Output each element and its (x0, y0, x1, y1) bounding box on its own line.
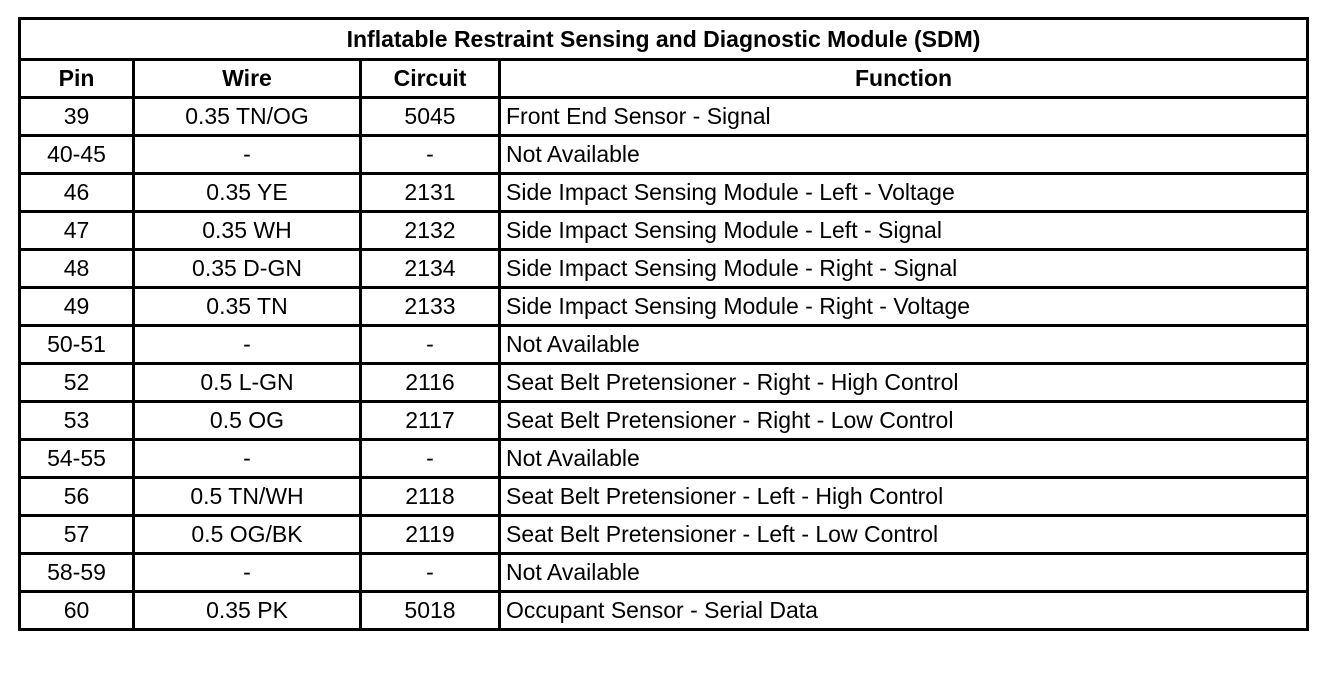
circuit-cell: - (361, 326, 500, 364)
pin-cell: 53 (20, 402, 134, 440)
table-row (20, 554, 1308, 592)
wire-cell: 0.5 TN/WH (134, 478, 361, 516)
pin-cell: 39 (20, 98, 134, 136)
table-header-row (20, 60, 1308, 98)
table-row (20, 212, 1308, 250)
table-row (20, 98, 1308, 136)
function-cell: Seat Belt Pretensioner - Left - High Control (500, 478, 1308, 516)
pin-cell: 49 (20, 288, 134, 326)
header-wire: Wire (134, 60, 361, 98)
circuit-cell: 5045 (361, 98, 500, 136)
table-row (20, 364, 1308, 402)
circuit-cell: 2134 (361, 250, 500, 288)
table-row (20, 440, 1308, 478)
function-cell: Seat Belt Pretensioner - Right - High Control (500, 364, 1308, 402)
wire-cell: 0.5 OG/BK (134, 516, 361, 554)
pin-cell: 52 (20, 364, 134, 402)
function-cell: Seat Belt Pretensioner - Right - Low Control (500, 402, 1308, 440)
pin-cell: 47 (20, 212, 134, 250)
table-row (20, 250, 1308, 288)
circuit-cell: 2118 (361, 478, 500, 516)
pin-cell: 60 (20, 592, 134, 630)
pin-cell: 50-51 (20, 326, 134, 364)
table-row (20, 516, 1308, 554)
header-circuit: Circuit (361, 60, 500, 98)
header-function: Function (500, 60, 1308, 98)
wire-cell: - (134, 136, 361, 174)
circuit-cell: 2133 (361, 288, 500, 326)
circuit-cell: 2117 (361, 402, 500, 440)
pin-cell: 40-45 (20, 136, 134, 174)
function-cell: Side Impact Sensing Module - Left - Voltage (500, 174, 1308, 212)
wire-cell: 0.5 OG (134, 402, 361, 440)
table-row (20, 288, 1308, 326)
wire-cell: 0.35 TN (134, 288, 361, 326)
circuit-cell: - (361, 440, 500, 478)
pin-cell: 48 (20, 250, 134, 288)
table-row (20, 174, 1308, 212)
function-cell: Seat Belt Pretensioner - Left - Low Control (500, 516, 1308, 554)
table-body (20, 98, 1308, 630)
circuit-cell: - (361, 136, 500, 174)
function-cell: Front End Sensor - Signal (500, 98, 1308, 136)
function-cell: Not Available (500, 136, 1308, 174)
function-cell: Not Available (500, 440, 1308, 478)
sdm-connector-table (18, 17, 1309, 631)
wire-cell: 0.35 YE (134, 174, 361, 212)
circuit-cell: 2131 (361, 174, 500, 212)
circuit-cell: 2119 (361, 516, 500, 554)
wire-cell: 0.35 D-GN (134, 250, 361, 288)
circuit-cell: 5018 (361, 592, 500, 630)
wire-cell: 0.5 L-GN (134, 364, 361, 402)
circuit-cell: 2132 (361, 212, 500, 250)
wire-cell: 0.35 TN/OG (134, 98, 361, 136)
wire-cell: - (134, 554, 361, 592)
function-cell: Side Impact Sensing Module - Right - Voltage (500, 288, 1308, 326)
pin-cell: 46 (20, 174, 134, 212)
table-row (20, 326, 1308, 364)
table-row (20, 478, 1308, 516)
function-cell: Occupant Sensor - Serial Data (500, 592, 1308, 630)
table-title-row (20, 19, 1308, 60)
pin-cell: 58-59 (20, 554, 134, 592)
pin-cell: 56 (20, 478, 134, 516)
table-row (20, 402, 1308, 440)
pin-cell: 57 (20, 516, 134, 554)
wire-cell: - (134, 326, 361, 364)
wire-cell: 0.35 PK (134, 592, 361, 630)
wire-cell: 0.35 WH (134, 212, 361, 250)
table-row (20, 136, 1308, 174)
table-title: Inflatable Restraint Sensing and Diagnostic Module (SDM) (20, 19, 1308, 60)
pin-cell: 54-55 (20, 440, 134, 478)
wire-cell: - (134, 440, 361, 478)
function-cell: Side Impact Sensing Module - Right - Signal (500, 250, 1308, 288)
function-cell: Side Impact Sensing Module - Left - Signal (500, 212, 1308, 250)
circuit-cell: 2116 (361, 364, 500, 402)
table-row (20, 592, 1308, 630)
function-cell: Not Available (500, 554, 1308, 592)
circuit-cell: - (361, 554, 500, 592)
function-cell: Not Available (500, 326, 1308, 364)
header-pin: Pin (20, 60, 134, 98)
